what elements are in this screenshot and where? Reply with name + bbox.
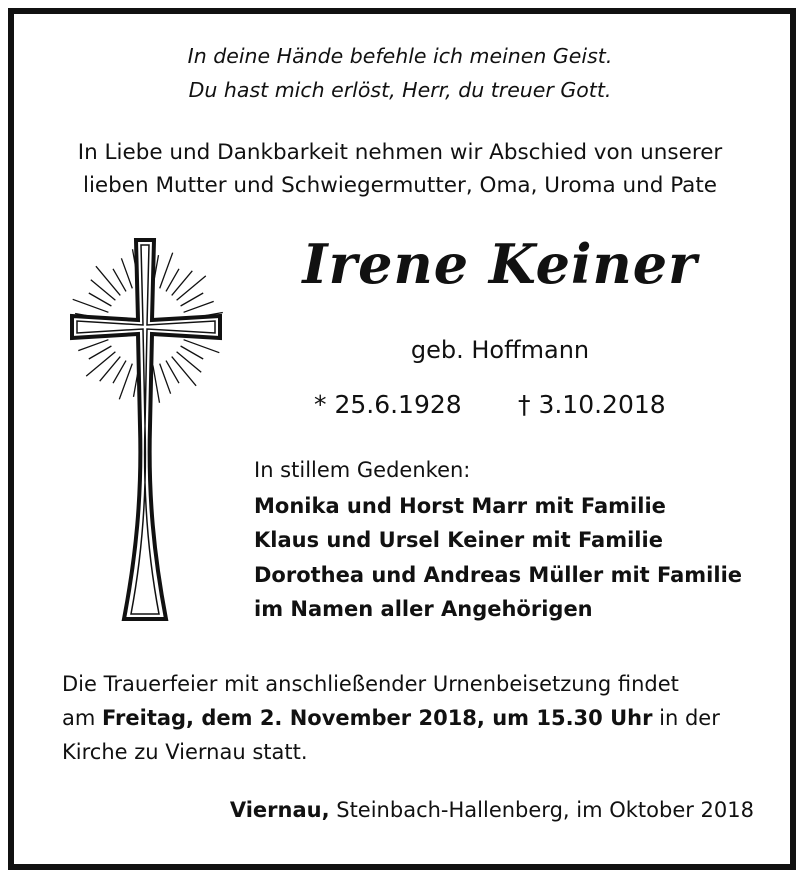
verse-line-2: Du hast mich erlöst, Herr, du treuer Gott. <box>188 78 612 102</box>
intro-line-1: In Liebe und Dankbarkeit nehmen wir Abschied von unserer <box>77 140 723 165</box>
intro-line-2: lieben Mutter und Schwiegermutter, Oma, Uroma und Pate <box>82 173 718 198</box>
cross-ray <box>177 352 202 373</box>
mourner-line: Dorothea und Andreas Müller mit Familie <box>254 563 743 587</box>
cross-ray <box>121 258 132 288</box>
cross-ray <box>172 271 193 296</box>
funeral-date-time: Freitag, dem 2. November 2018, um 15.30 Uhr <box>102 706 653 730</box>
mourner-line: im Namen aller Angehörigen <box>254 597 593 621</box>
cross-ray <box>91 280 116 301</box>
cross-ray <box>86 352 115 376</box>
cross-ray <box>96 266 120 295</box>
birth-name: geb. Hoffmann <box>410 336 590 364</box>
deceased-name: Irene Keiner <box>302 232 698 296</box>
cross-ray <box>177 276 206 300</box>
cross-ray <box>78 340 108 351</box>
death-date: † 3.10.2018 <box>518 390 666 419</box>
mourner-line: Klaus und Ursel Keiner mit Familie <box>254 528 663 552</box>
cross-ray <box>160 364 171 394</box>
cross-with-rays-icon <box>70 236 240 626</box>
mourning-heading: In stillem Gedenken: <box>254 458 471 482</box>
birth-date: * 25.6.1928 <box>314 390 462 419</box>
place-rest: Steinbach-Hallenberg, im Oktober 2018 <box>329 798 754 822</box>
cross-ray <box>184 301 214 312</box>
funeral-line-1: Die Trauerfeier mit anschließender Urnenbeisetzung findet <box>62 672 679 696</box>
funeral-line-2 <box>62 706 720 730</box>
mourner-line: Monika und Horst Marr mit Familie <box>254 494 666 518</box>
verse-line-1: In deine Hände befehle ich meinen Geist. <box>187 44 613 68</box>
funeral-line-2-suffix: in der <box>652 706 720 730</box>
cross-ray <box>153 365 160 402</box>
cross-ray <box>172 357 196 386</box>
funeral-line-3: Kirche zu Viernau statt. <box>62 740 308 764</box>
cross-ray <box>100 357 121 382</box>
place-town: Viernau, <box>229 798 330 822</box>
funeral-line-2-prefix: am <box>62 706 103 730</box>
place-and-date <box>230 798 754 822</box>
